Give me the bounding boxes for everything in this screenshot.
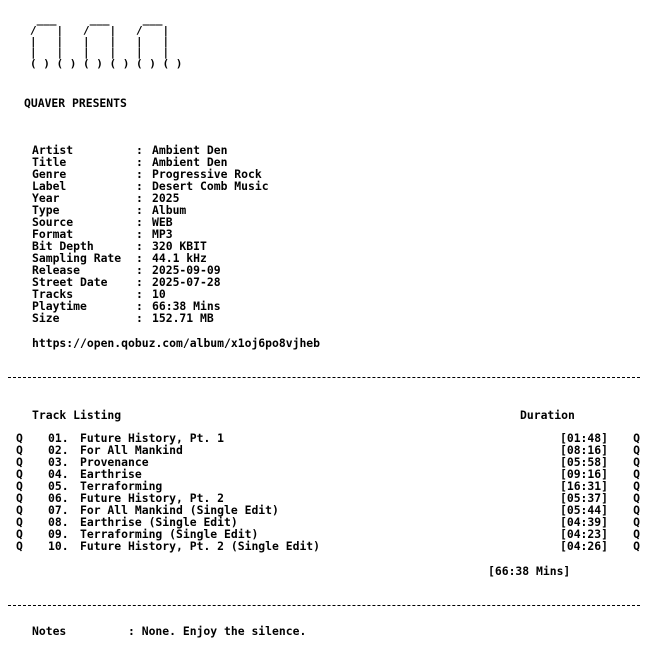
info-value: Desert Comb Music (152, 179, 269, 193)
info-key: Sampling Rate (32, 251, 122, 265)
info-row (32, 144, 269, 156)
track-title: Future History, Pt. 2 (80, 491, 225, 505)
info-value: 152.71 MB (152, 311, 214, 325)
track-marker-right: Q (633, 479, 640, 493)
info-key: Title (32, 155, 67, 169)
info-key: Bit Depth (32, 239, 94, 253)
track-number: 05. (48, 479, 69, 493)
track-marker-right: Q (633, 455, 640, 469)
info-separator: : (136, 251, 143, 265)
info-key: Genre (32, 167, 67, 181)
track-listing-heading: Track Listing (32, 408, 122, 422)
track-marker-left: Q (16, 539, 23, 553)
notes-label: Notes (32, 624, 67, 638)
track-marker-left: Q (16, 443, 23, 457)
track-duration: [05:37] (559, 491, 608, 505)
ascii-art-logo: ___ ___ ___ / | / | / | | | | | | | | | | | | | ( ) ( ) ( ) ( ) ( ) ( ) (30, 13, 183, 70)
track-title: For All Mankind (Single Edit) (80, 503, 279, 517)
info-key: Label (32, 179, 67, 193)
info-separator: : (136, 203, 143, 217)
track-number: 01. (48, 431, 69, 445)
track-number: 03. (48, 455, 69, 469)
info-value: 44.1 kHz (152, 251, 207, 265)
track-marker-right: Q (633, 539, 640, 553)
info-row (32, 300, 269, 312)
track-duration: [04:39] (559, 515, 608, 529)
track-title: Terraforming (80, 479, 163, 493)
info-separator: : (136, 239, 143, 253)
info-value: 10 (152, 287, 166, 301)
info-separator: : (136, 227, 143, 241)
track-marker-left: Q (16, 455, 23, 469)
notes-value: : None. Enjoy the silence. (128, 624, 307, 638)
info-separator: : (136, 191, 143, 205)
info-separator: : (136, 263, 143, 277)
info-separator: : (136, 143, 143, 157)
track-marker-left: Q (16, 527, 23, 541)
track-number: 08. (48, 515, 69, 529)
info-value: 2025-09-09 (152, 263, 221, 277)
track-number: 02. (48, 443, 69, 457)
info-key: Year (32, 191, 60, 205)
duration-heading: Duration (520, 408, 575, 422)
info-key: Source (32, 215, 74, 229)
track-title: Earthrise (Single Edit) (80, 515, 238, 529)
info-separator: : (136, 155, 143, 169)
info-value: 66:38 Mins (152, 299, 221, 313)
track-marker-left: Q (16, 467, 23, 481)
track-duration: [01:48] (559, 431, 608, 445)
info-value: Ambient Den (152, 143, 228, 157)
track-marker-right: Q (633, 503, 640, 517)
track-title: Terraforming (Single Edit) (80, 527, 259, 541)
info-row (32, 180, 269, 192)
info-value: Progressive Rock (152, 167, 262, 181)
info-value: MP3 (152, 227, 173, 241)
track-marker-left: Q (16, 431, 23, 445)
track-duration: [16:31] (559, 479, 608, 493)
album-url[interactable]: https://open.qobuz.com/album/x1oj6po8vjheb (32, 336, 321, 350)
track-number: 04. (48, 467, 69, 481)
info-key: Tracks (32, 287, 74, 301)
track-duration: [09:16] (559, 467, 608, 481)
track-marker-left: Q (16, 479, 23, 493)
info-separator: : (136, 311, 143, 325)
track-marker-right: Q (633, 443, 640, 457)
track-number: 06. (48, 491, 69, 505)
album-info (32, 144, 269, 324)
info-separator: : (136, 299, 143, 313)
info-value: WEB (152, 215, 173, 229)
info-value: 2025 (152, 191, 180, 205)
track-number: 10. (48, 539, 69, 553)
info-value: Album (152, 203, 187, 217)
track-marker-left: Q (16, 515, 23, 529)
track-duration: [05:58] (559, 455, 608, 469)
info-separator: : (136, 179, 143, 193)
info-value: Ambient Den (152, 155, 228, 169)
track-number: 09. (48, 527, 69, 541)
info-key: Release (32, 263, 81, 277)
info-key: Artist (32, 143, 74, 157)
divider-top (8, 377, 640, 378)
total-duration: [66:38 Mins] (488, 564, 571, 578)
track-marker-right: Q (633, 527, 640, 541)
divider-bottom (8, 605, 640, 606)
track-duration: [05:44] (559, 503, 608, 517)
track-marker-right: Q (633, 491, 640, 505)
track-number: 07. (48, 503, 69, 517)
info-key: Format (32, 227, 74, 241)
track-title: Future History, Pt. 2 (Single Edit) (80, 539, 321, 553)
track-title: Provenance (80, 455, 149, 469)
info-separator: : (136, 167, 143, 181)
track-duration: [04:23] (559, 527, 608, 541)
info-key: Playtime (32, 299, 87, 313)
info-separator: : (136, 287, 143, 301)
track-marker-right: Q (633, 431, 640, 445)
track-row (8, 540, 640, 552)
track-duration: [08:16] (559, 443, 608, 457)
info-row (32, 312, 269, 324)
track-title: Earthrise (80, 467, 142, 481)
info-row (32, 192, 269, 204)
info-key: Type (32, 203, 60, 217)
presents-heading: QUAVER PRESENTS (24, 96, 127, 110)
track-title: For All Mankind (80, 443, 183, 457)
info-key: Street Date (32, 275, 108, 289)
track-marker-left: Q (16, 503, 23, 517)
track-marker-right: Q (633, 467, 640, 481)
track-title: Future History, Pt. 1 (80, 431, 225, 445)
info-value: 320 KBIT (152, 239, 207, 253)
info-key: Size (32, 311, 60, 325)
track-marker-right: Q (633, 515, 640, 529)
track-duration: [04:26] (559, 539, 608, 553)
info-separator: : (136, 275, 143, 289)
info-value: 2025-07-28 (152, 275, 221, 289)
track-marker-left: Q (16, 491, 23, 505)
info-separator: : (136, 215, 143, 229)
